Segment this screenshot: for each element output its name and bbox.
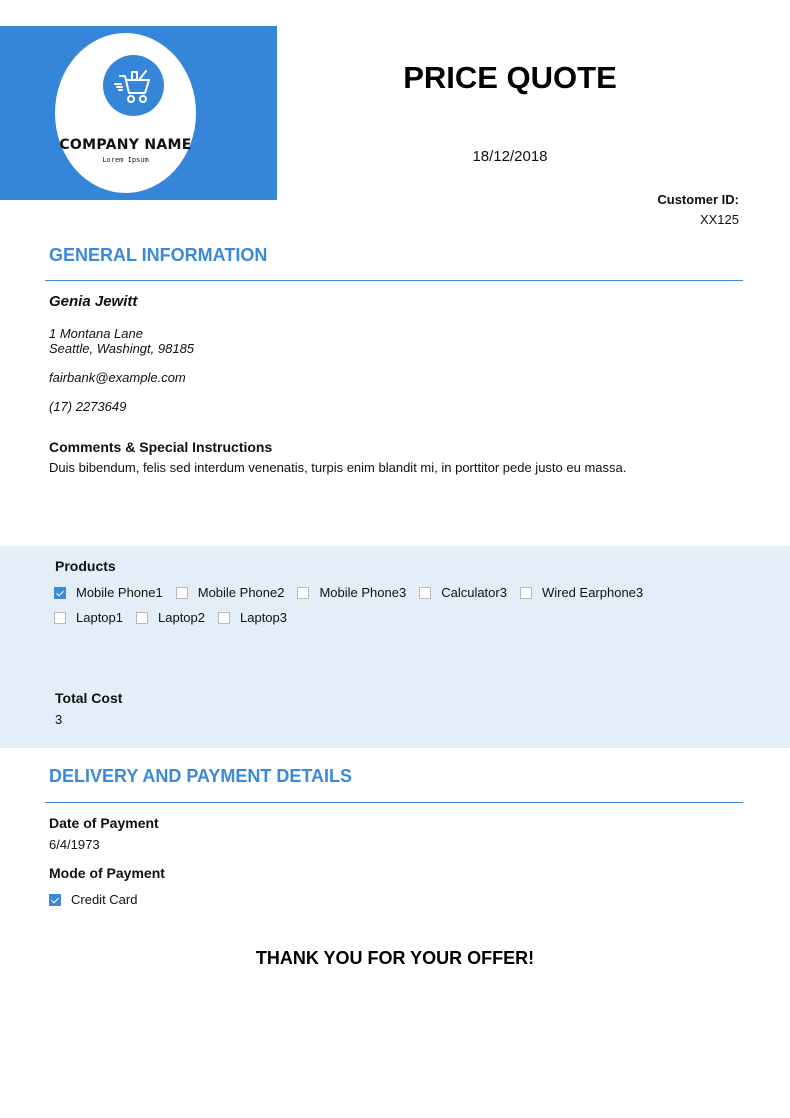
product-label: Wired Earphone3 bbox=[541, 585, 644, 600]
company-tagline: Lorem Ipsum bbox=[102, 156, 149, 164]
checkbox-icon[interactable] bbox=[136, 612, 148, 624]
product-checkbox-mobile-phone3[interactable] bbox=[297, 585, 406, 600]
checkbox-checked-icon[interactable] bbox=[54, 587, 66, 599]
payment-checkbox-credit-card[interactable] bbox=[49, 892, 137, 907]
quote-date: 18/12/2018 bbox=[472, 148, 548, 165]
comments-label: Comments & Special Instructions bbox=[49, 439, 273, 455]
customer-name: Genia Jewitt bbox=[49, 293, 138, 310]
checkbox-icon[interactable] bbox=[520, 587, 532, 599]
date-of-payment-label: Date of Payment bbox=[49, 815, 159, 831]
product-checkbox-mobile-phone2[interactable] bbox=[176, 585, 285, 600]
checkbox-checked-icon[interactable] bbox=[49, 894, 61, 906]
product-label: Laptop1 bbox=[76, 610, 123, 625]
company-name: COMPANY NAME bbox=[59, 137, 192, 153]
checkbox-icon[interactable] bbox=[176, 587, 188, 599]
checkbox-icon[interactable] bbox=[218, 612, 230, 624]
customer-email: fairbank@example.com bbox=[49, 370, 186, 385]
general-information-heading: GENERAL INFORMATION bbox=[49, 245, 268, 265]
product-checkbox-mobile-phone1[interactable] bbox=[54, 585, 163, 600]
product-label: Mobile Phone1 bbox=[76, 585, 163, 600]
product-label: Calculator3 bbox=[441, 585, 507, 600]
customer-phone: (17) 2273649 bbox=[49, 399, 127, 414]
products-row-1 bbox=[54, 585, 656, 600]
address-line-2: Seattle, Washingt, 98185 bbox=[49, 341, 195, 356]
address-line-1: 1 Montana Lane bbox=[49, 326, 143, 341]
customer-id-value: XX125 bbox=[699, 212, 739, 227]
product-label: Mobile Phone2 bbox=[197, 585, 285, 600]
product-checkbox-calculator3[interactable] bbox=[419, 585, 507, 600]
product-checkbox-laptop1[interactable] bbox=[54, 610, 123, 625]
checkbox-icon[interactable] bbox=[297, 587, 309, 599]
mode-of-payment-label: Mode of Payment bbox=[49, 865, 165, 881]
section-divider bbox=[45, 802, 743, 803]
total-cost-label: Total Cost bbox=[55, 690, 123, 706]
payment-option-label: Credit Card bbox=[71, 892, 138, 907]
logo-circle bbox=[55, 33, 196, 193]
total-cost-value: 3 bbox=[55, 712, 63, 727]
product-checkbox-wired-earphone3[interactable] bbox=[520, 585, 643, 600]
product-checkbox-laptop2[interactable] bbox=[136, 610, 205, 625]
checkbox-icon[interactable] bbox=[54, 612, 66, 624]
section-divider bbox=[45, 280, 743, 281]
shopping-cart-icon bbox=[103, 55, 164, 116]
products-row-2 bbox=[54, 610, 300, 625]
comments-text: Duis bibendum, felis sed interdum venenatis, turpis enim blandit mi, in porttitor pede justo eu massa. bbox=[49, 460, 627, 475]
checkbox-icon[interactable] bbox=[419, 587, 431, 599]
product-label: Laptop3 bbox=[240, 610, 287, 625]
product-checkbox-laptop3[interactable] bbox=[218, 610, 287, 625]
product-label: Laptop2 bbox=[158, 610, 205, 625]
products-section bbox=[0, 546, 790, 748]
products-label: Products bbox=[55, 558, 116, 574]
delivery-payment-heading: DELIVERY AND PAYMENT DETAILS bbox=[49, 766, 353, 786]
page-title: PRICE QUOTE bbox=[403, 60, 617, 95]
product-label: Mobile Phone3 bbox=[319, 585, 407, 600]
date-of-payment-value: 6/4/1973 bbox=[49, 837, 100, 852]
logo-banner bbox=[0, 26, 277, 200]
customer-id-label: Customer ID: bbox=[657, 192, 739, 207]
thank-you-message: THANK YOU FOR YOUR OFFER! bbox=[255, 948, 535, 968]
payment-mode-options bbox=[49, 892, 150, 907]
